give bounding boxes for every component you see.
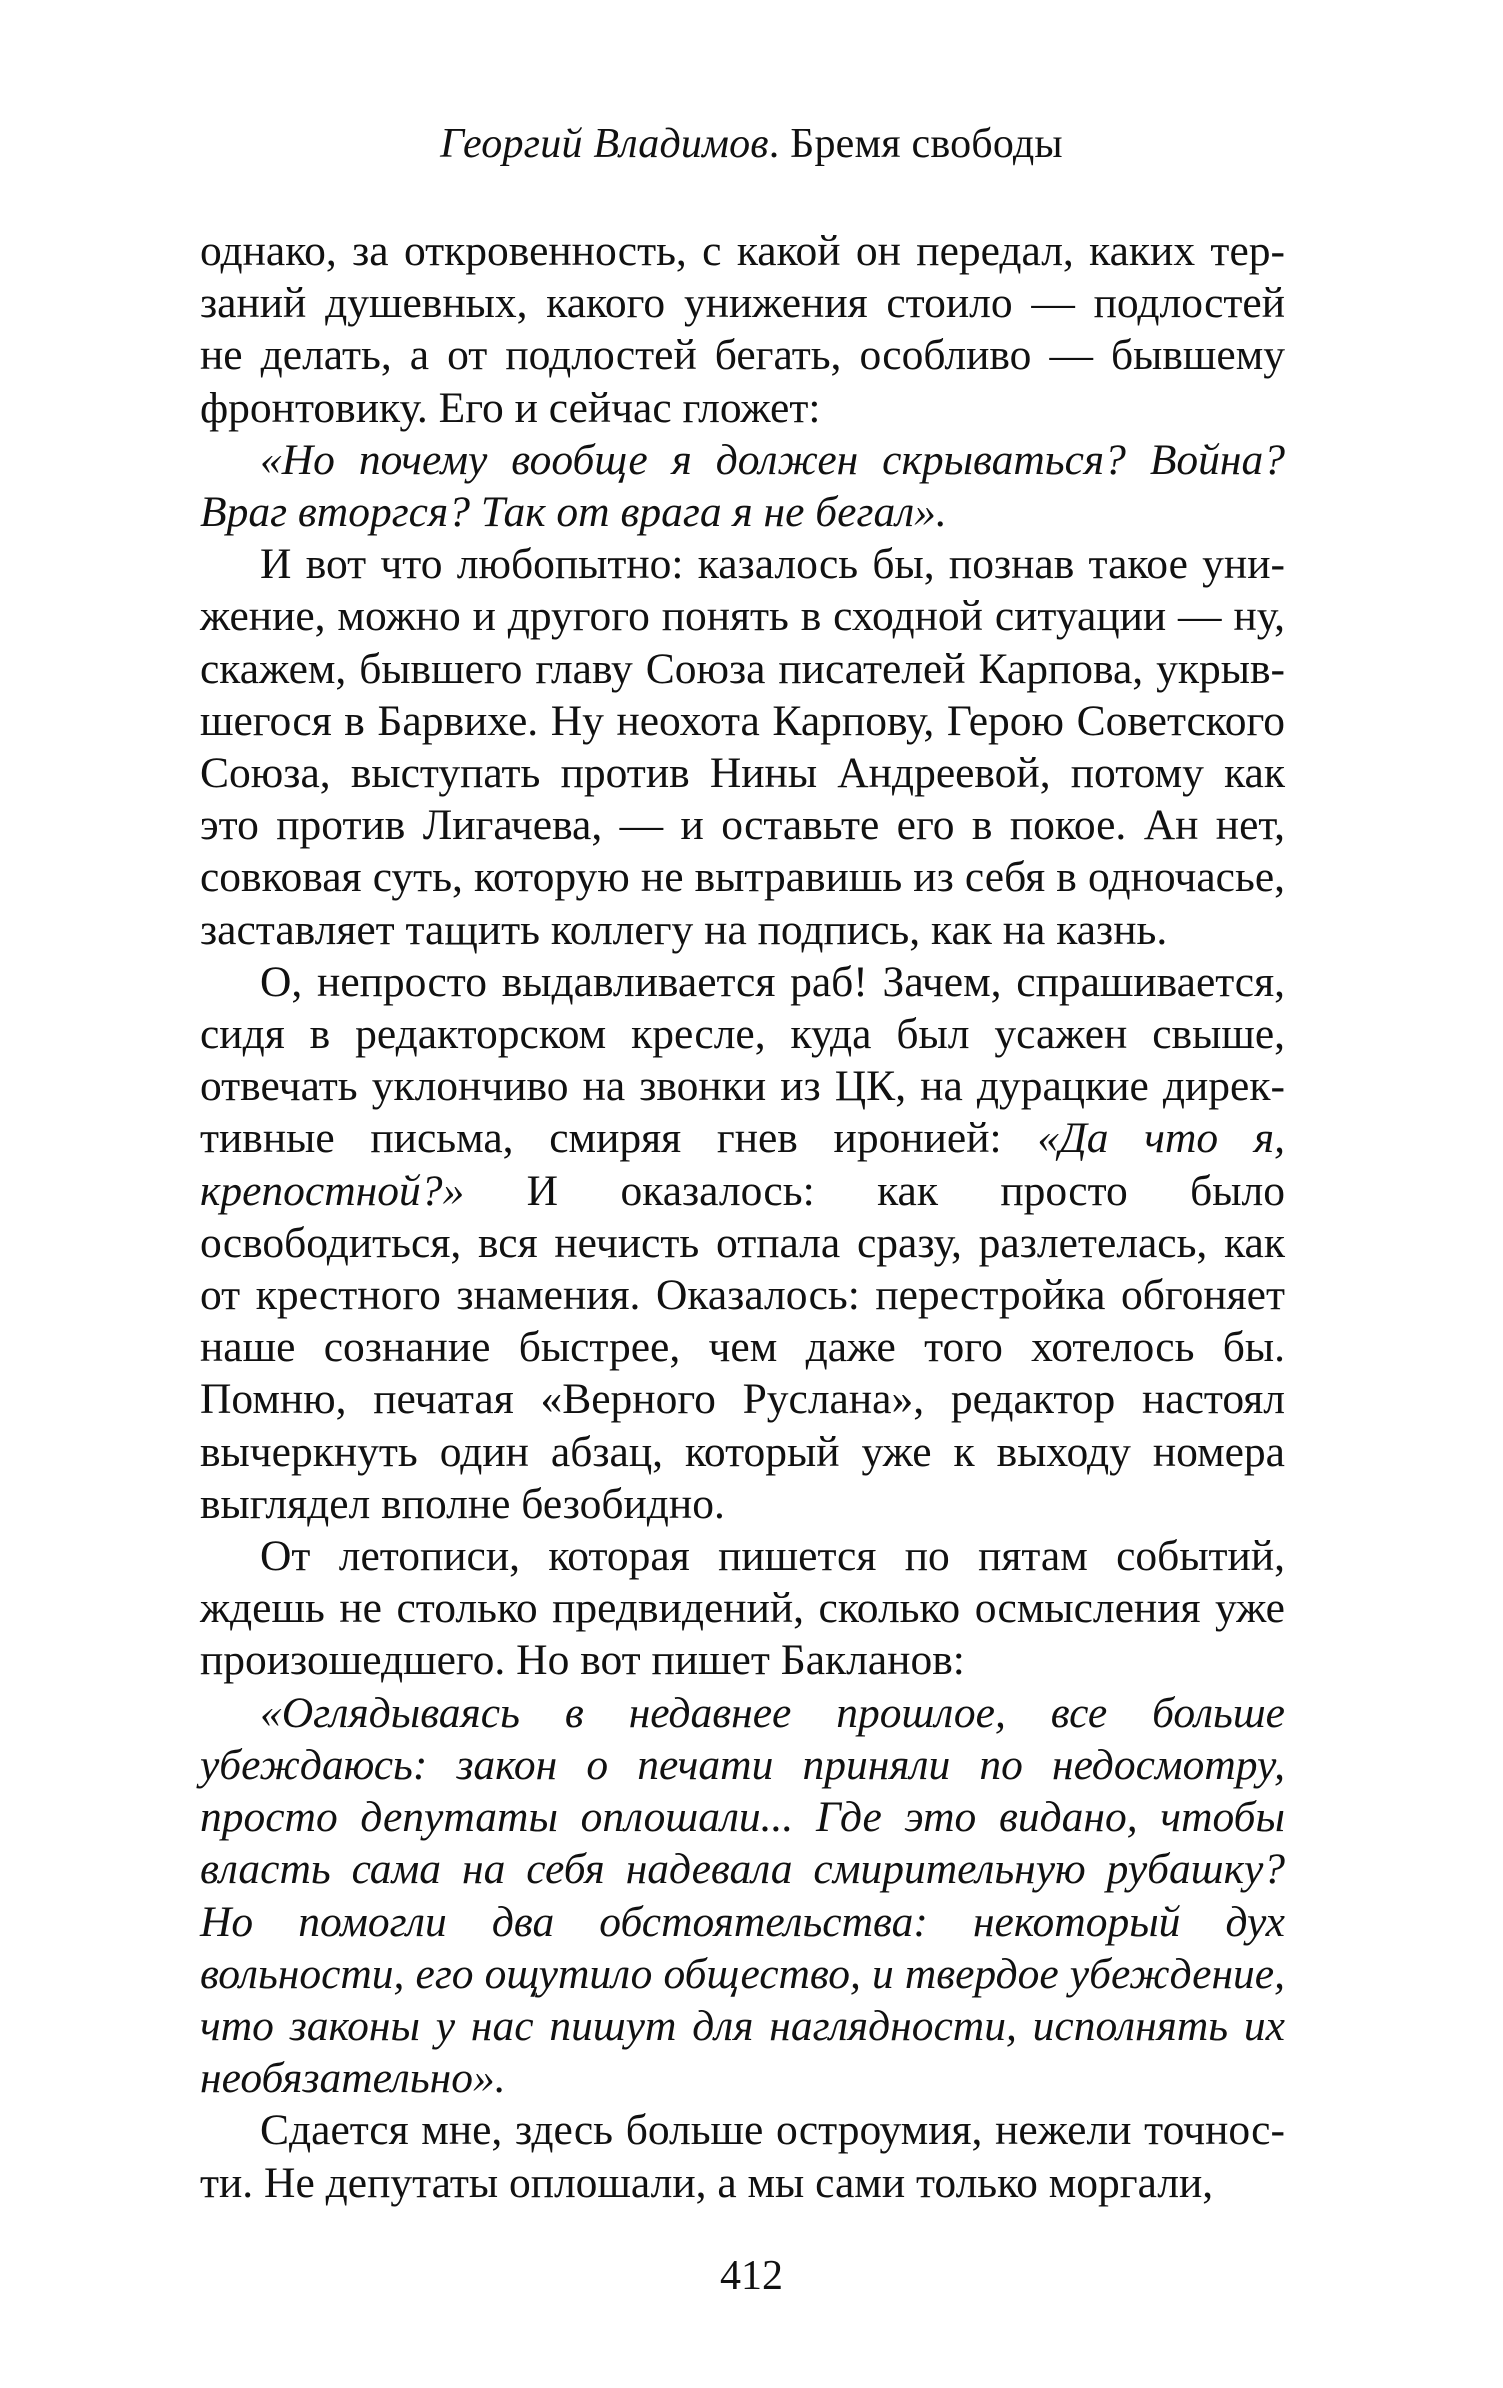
paragraph: Сдается мне, здесь больше остроумия, нежели точности. Не депутаты оплошали, а мы сами только моргали, [200,2106,1285,2207]
page-number: 412 [720,2253,783,2299]
running-head [0,114,1503,174]
running-head-title: Бремя свободы [790,121,1063,167]
body-text [200,225,1285,2209]
quote-paragraph: «Но почему вообще я должен скрываться? Война? Враг вторгся? Так от врага я не бегал». [200,435,1285,537]
quote-paragraph: «Оглядываясь в недавнее прошлое, все больше убеждаюсь: закон о печати приняли по недосмотру, просто депутаты оплошали... Где это видано, чтобы власть сама на себя надевала смирительную рубашку? Но помогли два обстоятельства: некоторый дух вольности, его ощутило общество, и твердое убеждение, что законы у нас пишут для наглядности, исполнять их необязательно». [200,1688,1285,2103]
paragraph-continuation: однако, за откровенность, с какой он передал, каких терзаний душевных, какого унижения стоило — подлостей не делать, а от подлостей бегать, особливо — бывшему фронтовику. Его и сейчас гложет: [200,227,1285,432]
paragraph [200,956,1285,1530]
running-head-author: Георгий Владимов [440,121,769,167]
paragraph: И вот что любопытно: казалось бы, познав такое унижение, можно и другого понять в сходной ситуации — ну, скажем, бывшего главу Союза писателей Карпова, укрывшегося в Барвихе. Ну неохота Карпову, Герою Советского Союза, выступать против Нины Андреевой, потому как это против Лигачева, — и оставьте его в покое. Ан нет, совковая суть, которую не вытравишь из себя в одночасье, заставляет тащить коллегу на подпись, как на казнь. [200,540,1285,954]
inline-quote: «Да что я, крепостной?» [200,1114,1285,1215]
running-head-separator: . [768,121,791,167]
paragraph-text: О, непросто выдавливается раб! Зачем, спрашивается, сидя в редакторском кресле, куда был усажен свыше, отвечать уклончиво на звонки из ЦК, на дурацкие директивные письма, смиряя гнев иронией: [200,957,1285,1163]
paragraph: От летописи, которая пишется по пятам событий, ждешь не столько предвидений, сколько осмысления уже произошедшего. Но вот пишет Бакланов: [200,1532,1285,1685]
paragraph-text: И оказалось: как просто было освободиться, вся нечисть отпала сразу, разлетелась, как от крестного знамения. Оказалось: перестройка обгоняет наше сознание быстрее, чем даже того хотелось бы. Помню, печатая «Верного Руслана», редактор настоял вычеркнуть один абзац, который уже к выходу номера выглядел вполне безобидно. [200,1166,1285,1528]
